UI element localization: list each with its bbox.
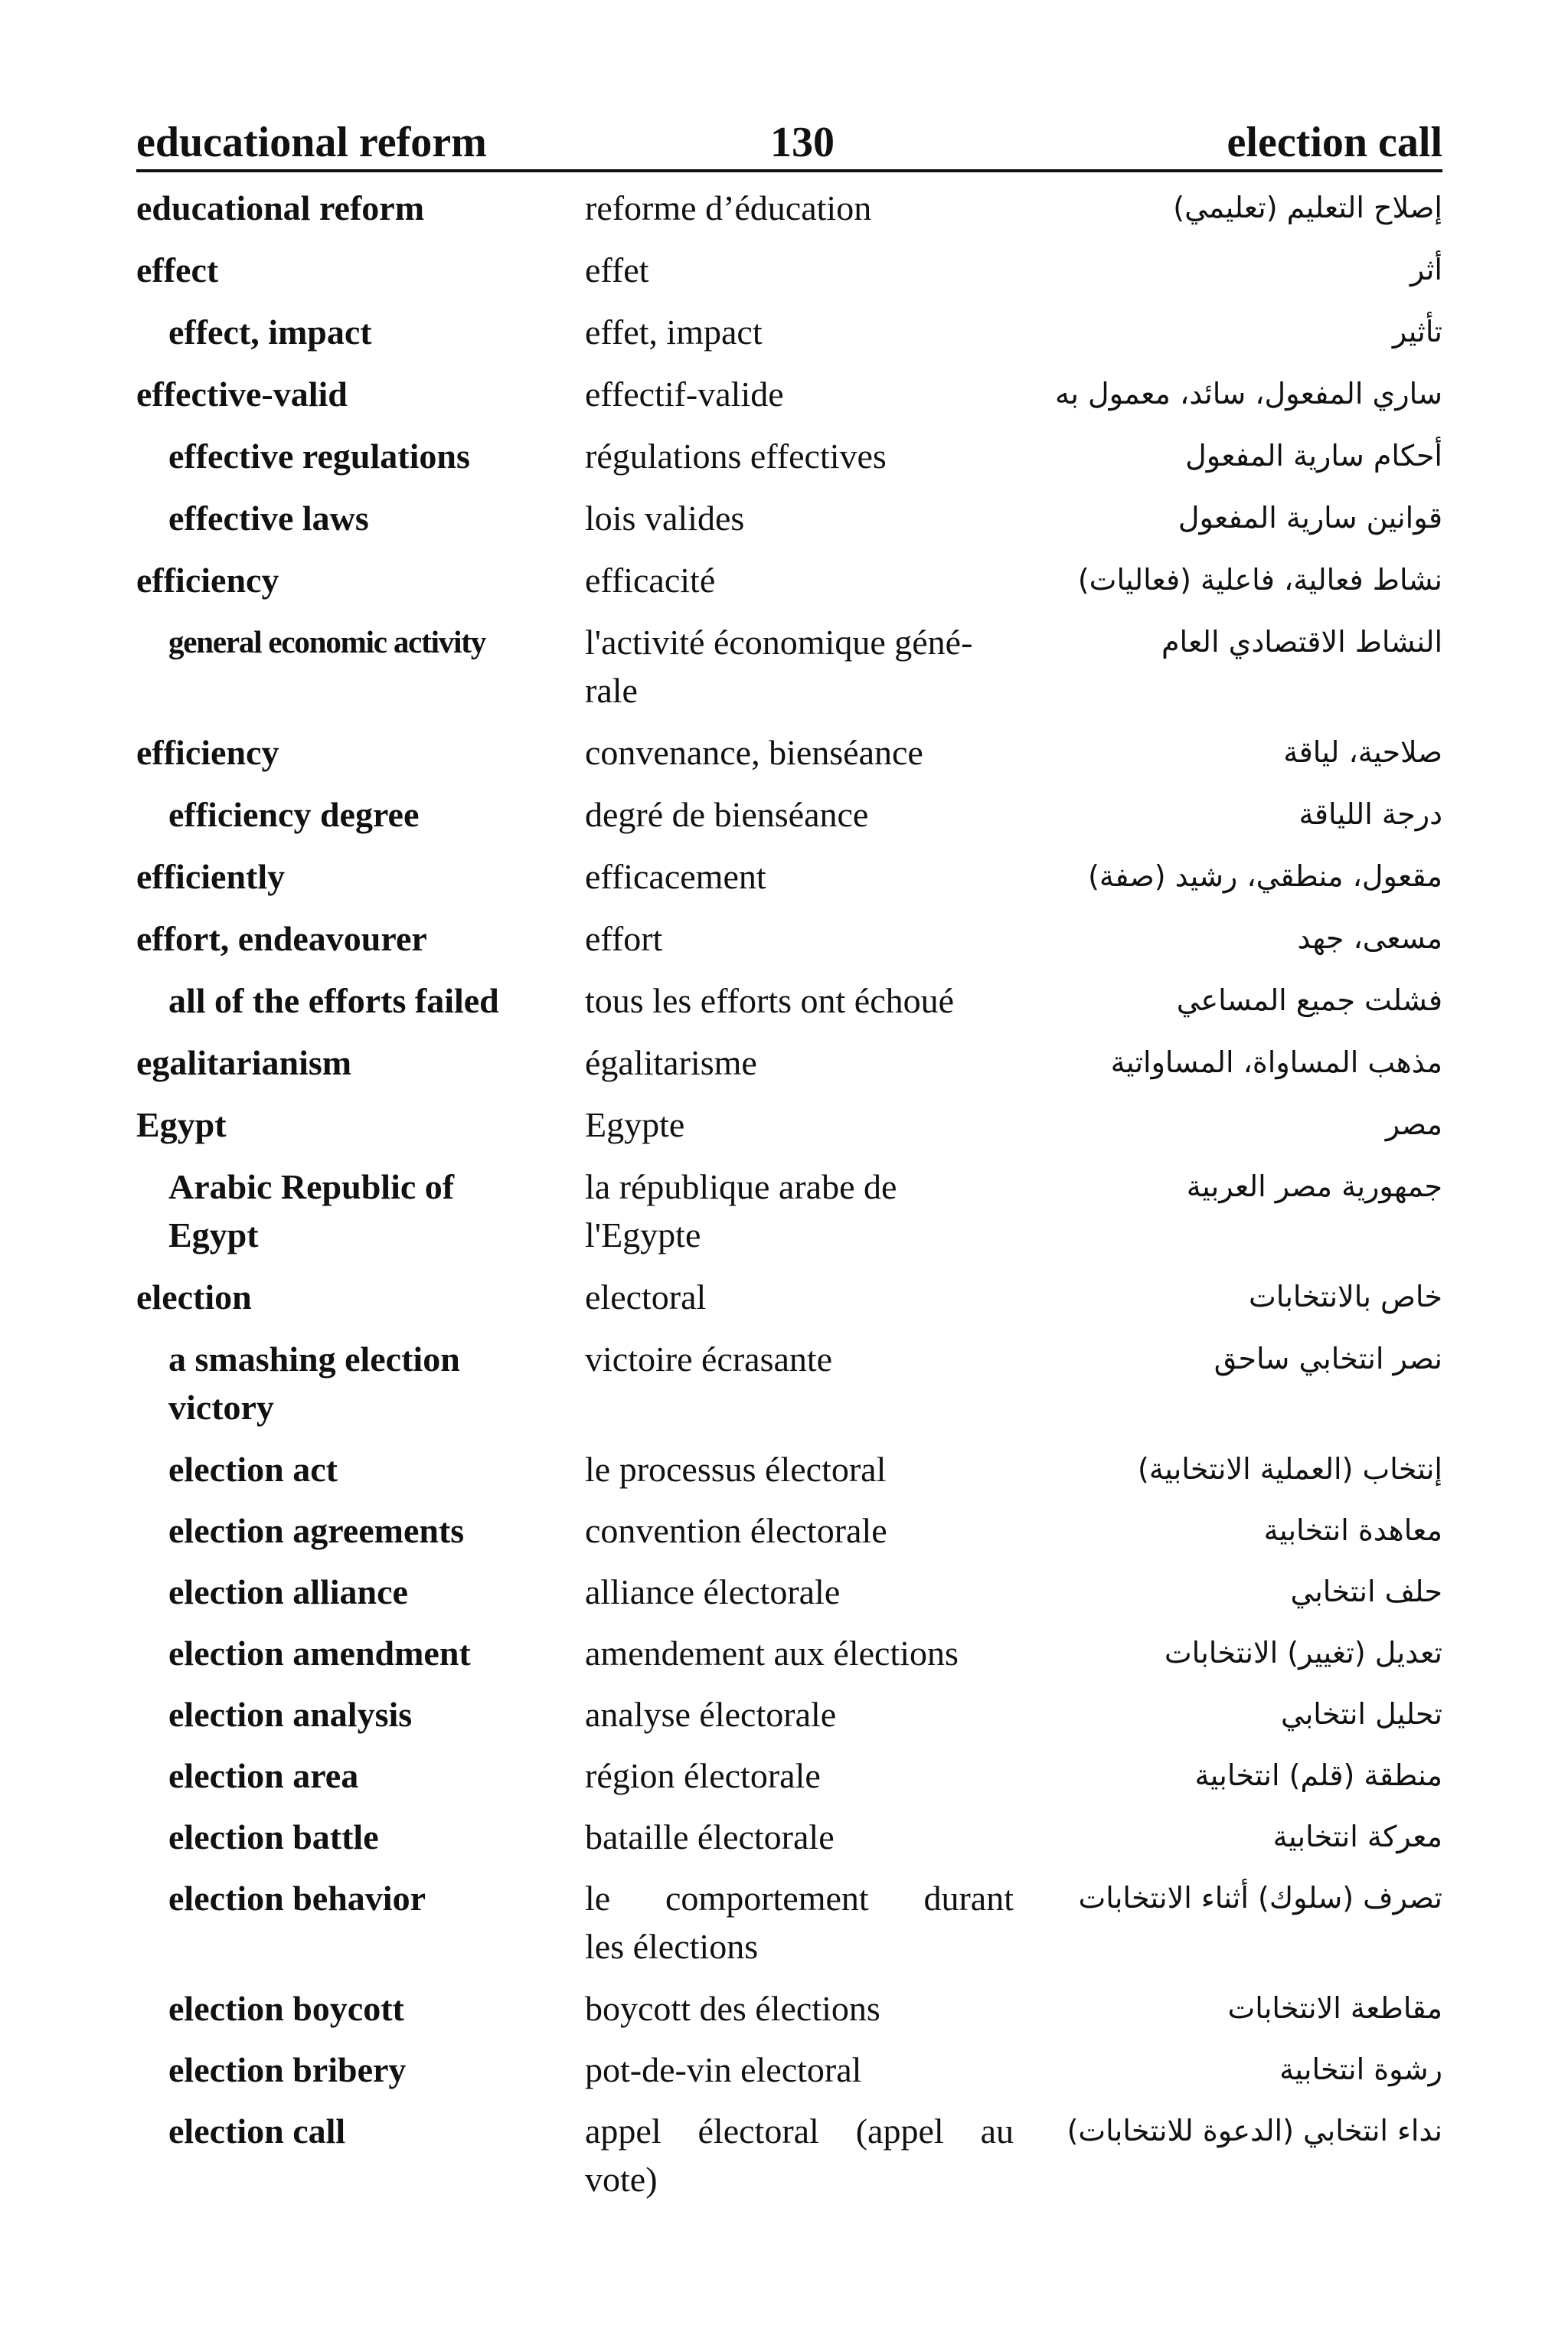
entry-row <box>136 1039 1442 1101</box>
english-term: effect, impact <box>168 312 372 352</box>
arabic-term: إنتخاب (العملية الانتخابية) <box>1138 1452 1442 1486</box>
french-term: degré de bienséance <box>585 795 869 834</box>
arabic-term: رشوة انتخابية <box>1279 2053 1442 2086</box>
arabic-term: مسعى، جهد <box>1297 921 1442 955</box>
arabic-term: جمهورية مصر العربية <box>1186 1169 1442 1203</box>
french-term: boycott des élections <box>585 1989 880 2028</box>
english-term: effective laws <box>168 499 369 538</box>
entry-row <box>136 1335 1442 1445</box>
english-term: election <box>136 1277 252 1317</box>
french-term: région électorale <box>585 1756 821 1795</box>
arabic-term: تصرف (سلوك) أثناء الانتخابات <box>1078 1881 1442 1915</box>
french-term-line-2: rale <box>585 671 638 710</box>
french-term: convenance, bienséance <box>585 733 923 772</box>
entry-row <box>136 308 1442 370</box>
entry-row <box>136 1813 1442 1874</box>
entry-row <box>136 246 1442 308</box>
french-term: amendement aux élections <box>585 1634 959 1673</box>
french-term: effet <box>585 250 649 289</box>
header-rule <box>136 169 1442 172</box>
french-term <box>585 2107 1014 2203</box>
english-term-line-2: victory <box>168 1388 274 1427</box>
entry-row <box>136 370 1442 432</box>
entry-row <box>136 618 1442 728</box>
page-number: 130 <box>770 119 835 166</box>
arabic-term: تعديل (تغيير) الانتخابات <box>1164 1636 1442 1670</box>
entry-row <box>136 1445 1442 1506</box>
entry-row <box>136 2046 1442 2107</box>
french-term: le processus électoral <box>585 1450 887 1489</box>
entry-row <box>136 1690 1442 1752</box>
french-term-line-2: vote) <box>585 2160 658 2199</box>
english-term: election area <box>168 1756 359 1795</box>
french-term-line-1: le comportement durant <box>585 1879 1014 1918</box>
french-term: pot-de-vin electoral <box>585 2050 862 2089</box>
header-first-entry: educational reform <box>136 119 487 166</box>
english-term: egalitarianism <box>136 1043 352 1082</box>
french-term: effet, impact <box>585 312 763 352</box>
french-term: victoire écrasante <box>585 1339 833 1379</box>
french-term-line-1: la république arabe de <box>585 1167 897 1206</box>
arabic-term: فشلت جميع المساعي <box>1176 983 1442 1017</box>
english-term: election boycott <box>168 1989 404 2028</box>
arabic-term: النشاط الاقتصادي العام <box>1161 625 1442 659</box>
english-term: election behavior <box>168 1879 426 1918</box>
french-term: Egypte <box>585 1105 685 1144</box>
english-term: Egypt <box>136 1105 227 1144</box>
english-term: election battle <box>168 1817 379 1856</box>
english-term: election agreements <box>168 1511 465 1550</box>
entry-row <box>136 1984 1442 2046</box>
arabic-term: معركة انتخابية <box>1272 1820 1442 1853</box>
french-term-line-1: appel électoral (appel au <box>585 2111 1014 2151</box>
english-term: educational reform <box>136 188 425 227</box>
entry-row <box>136 556 1442 618</box>
english-term: effective-valid <box>136 375 348 414</box>
english-term: effective regulations <box>168 437 470 476</box>
french-term: alliance électorale <box>585 1572 841 1611</box>
french-term: régulations effectives <box>585 437 887 476</box>
french-term: analyse électorale <box>585 1695 837 1734</box>
english-term: all of the efforts failed <box>168 981 499 1020</box>
english-term-line-1: a smashing election <box>168 1339 460 1379</box>
arabic-term: إصلاح التعليم (تعليمي) <box>1173 191 1442 224</box>
arabic-term: مقاطعة الانتخابات <box>1227 1991 1442 2025</box>
entry-row <box>136 2107 1442 2217</box>
english-term: efficiency <box>136 733 279 772</box>
arabic-term: منطقة (قلم) انتخابية <box>1194 1758 1442 1792</box>
entry-row <box>136 494 1442 556</box>
entry-row <box>136 1629 1442 1690</box>
french-term-line-1: l'activité économique géné- <box>585 623 973 662</box>
french-term: lois valides <box>585 499 745 538</box>
french-term-line-2: l'Egypte <box>585 1215 701 1254</box>
english-term: general economic activity <box>168 624 486 659</box>
entry-list <box>136 184 1442 2217</box>
arabic-term: مذهب المساواة، المساواتية <box>1110 1045 1442 1079</box>
entry-row <box>136 1874 1442 1984</box>
english-term: election analysis <box>168 1695 413 1734</box>
french-term <box>585 618 1014 715</box>
french-term: electoral <box>585 1277 707 1317</box>
french-term: égalitarisme <box>585 1043 757 1082</box>
arabic-term: خاص بالانتخابات <box>1249 1280 1442 1313</box>
french-term: efficacement <box>585 857 766 896</box>
english-term <box>136 1335 582 1431</box>
arabic-term: تحليل انتخابي <box>1281 1697 1442 1731</box>
french-term-line-2: les élections <box>585 1927 759 1966</box>
entry-row <box>136 914 1442 976</box>
page-header <box>136 115 1442 173</box>
english-term: effect <box>136 250 219 289</box>
arabic-term: تأثير <box>1392 315 1442 348</box>
entry-row <box>136 184 1442 246</box>
french-term <box>585 1163 1014 1259</box>
entry-row <box>136 728 1442 790</box>
arabic-term: نشاط فعالية، فاعلية (فعاليات) <box>1077 563 1442 597</box>
arabic-term: ساري المفعول، سائد، معمول به <box>1054 377 1442 411</box>
english-term: election act <box>168 1450 338 1489</box>
arabic-term: أحكام سارية المفعول <box>1185 439 1442 473</box>
arabic-term: مقعول، منطقي، رشيد (صفة) <box>1088 859 1442 893</box>
entry-row <box>136 976 1442 1039</box>
entry-row <box>136 1506 1442 1568</box>
french-term <box>585 1874 1014 1971</box>
french-term: effort <box>585 919 663 958</box>
english-term: election call <box>168 2111 346 2151</box>
arabic-term: نداء انتخابي (الدعوة للانتخابات) <box>1067 2114 1442 2147</box>
entry-row <box>136 1273 1442 1335</box>
french-term: bataille électorale <box>585 1817 835 1856</box>
arabic-term: معاهدة انتخابية <box>1263 1513 1442 1547</box>
french-term: convention électorale <box>585 1511 887 1550</box>
arabic-term: درجة اللياقة <box>1298 797 1442 831</box>
english-term: efficiently <box>136 857 286 896</box>
arabic-term: نصر انتخابي ساحق <box>1214 1342 1442 1375</box>
english-term-line-1: Arabic Republic of <box>168 1167 455 1206</box>
arabic-term: مصر <box>1385 1107 1442 1141</box>
arabic-term: حلف انتخابي <box>1290 1575 1442 1608</box>
english-term: election bribery <box>168 2050 407 2089</box>
entry-row <box>136 432 1442 494</box>
english-term: efficiency degree <box>168 795 420 834</box>
entry-row <box>136 790 1442 852</box>
entry-row <box>136 852 1442 914</box>
english-term: effort, endeavourer <box>136 919 427 958</box>
french-term: efficacité <box>585 561 716 600</box>
entry-row <box>136 1101 1442 1163</box>
entry-row <box>136 1568 1442 1629</box>
french-term: reforme d’éducation <box>585 188 872 227</box>
french-term: tous les efforts ont échoué <box>585 981 955 1020</box>
english-term: election alliance <box>168 1572 408 1611</box>
header-last-entry: election call <box>1227 119 1442 166</box>
french-term: effectif-valide <box>585 375 784 414</box>
entry-row <box>136 1163 1442 1273</box>
english-term: efficiency <box>136 561 279 600</box>
arabic-term: أثر <box>1410 253 1442 286</box>
english-term-line-2: Egypt <box>168 1215 259 1254</box>
arabic-term: صلاحية، لياقة <box>1283 735 1442 769</box>
english-term <box>136 1163 582 1259</box>
entry-row <box>136 1752 1442 1813</box>
english-term: election amendment <box>168 1634 471 1673</box>
arabic-term: قوانين سارية المفعول <box>1178 501 1442 535</box>
